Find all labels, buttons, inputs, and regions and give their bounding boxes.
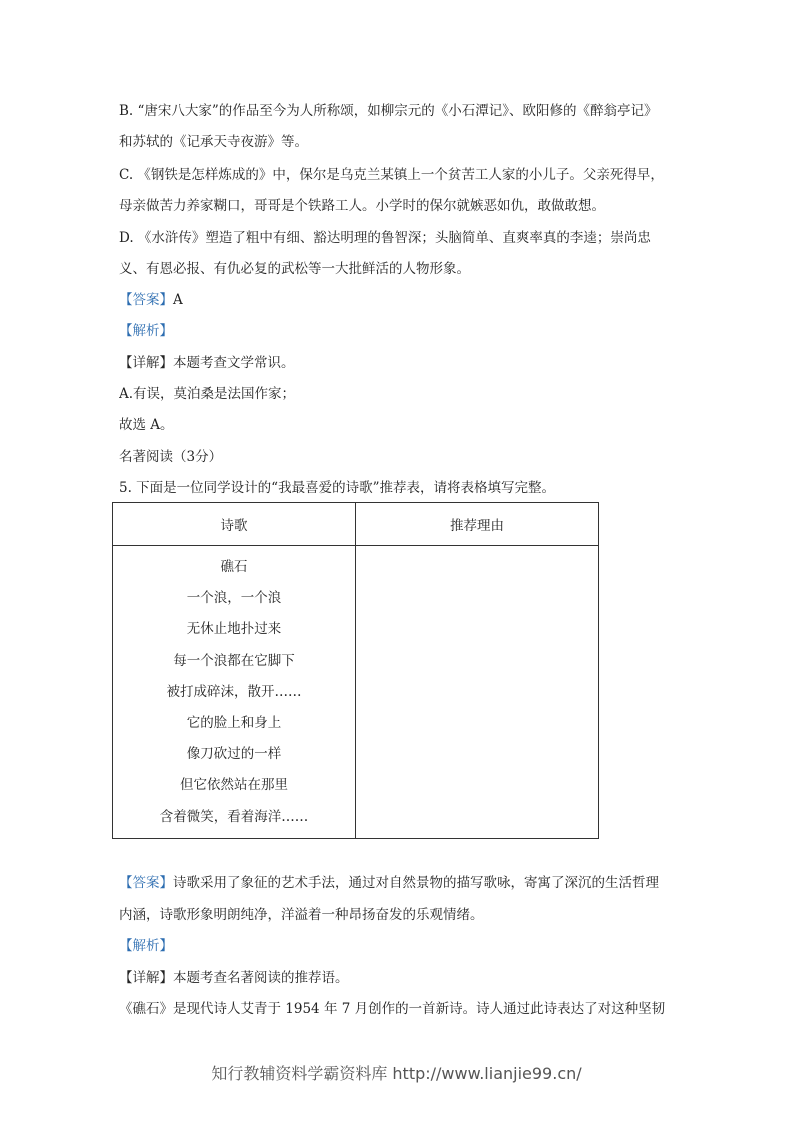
- poem-line: 礁石: [220, 559, 248, 575]
- poem-line: 无休止地扑过来: [186, 621, 282, 638]
- question-5: 5. 下面是一位同学设计的“我最喜爱的诗歌”推荐表，请将表格填写完整。: [119, 480, 555, 496]
- section-title: 名著阅读（3分）: [119, 449, 223, 465]
- poem-line: 它的脸上和身上: [186, 714, 282, 731]
- option-d-line-1: D. 《水浒传》塑造了粗中有细、豁达明理的鲁智深；头脑简单、直爽率真的李逵；崇尚忠: [119, 230, 651, 246]
- reason-cell[interactable]: [356, 546, 599, 839]
- poem-line: 但它依然站在那里: [180, 777, 288, 794]
- answer-text: 诗歌采用了象征的艺术手法，通过对自然景物的描写歌咏，寄寓了深沉的生活哲理: [173, 875, 659, 891]
- option-d-line-2: 义、有恩必报、有仇必复的武松等一大批鲜活的人物形象。: [119, 261, 470, 277]
- answer-2-line-1: [119, 873, 679, 893]
- option-c-line-1: C. 《钢铁是怎样炼成的》中，保尔是乌克兰某镇上一个贫苦工人家的小儿子。父亲死得早，: [119, 167, 664, 183]
- poem-line: 含着微笑，看着海洋……: [159, 808, 309, 825]
- poem-line: 一个浪，一个浪: [186, 590, 282, 607]
- analysis-1: 【解析】: [119, 323, 173, 339]
- option-b-line-2: 和苏轼的《记承天寺夜游》等。: [119, 134, 308, 150]
- answer-1: [119, 290, 679, 310]
- option-b-line-1: B. “唐宋八大家”的作品至今为人所称颂，如柳宗元的《小石潭记》、欧阳修的《醉翁亭记》: [119, 103, 658, 119]
- choose-answer: 故选 A。: [119, 417, 174, 433]
- table-header-poem: 诗歌: [113, 503, 356, 546]
- poem-line: 每一个浪都在它脚下: [173, 652, 295, 669]
- answer-tag: 【答案】: [119, 875, 173, 891]
- option-c-line-2: 母亲做苦力养家糊口，哥哥是个铁路工人。小学时的保尔就嫉恶如仇，敢做敢想。: [119, 198, 605, 214]
- table-header-reason: 推荐理由: [356, 503, 599, 546]
- answer-2-line-2: 内涵，诗歌形象明朗纯净，洋溢着一种昂扬奋发的乐观情绪。: [119, 907, 484, 923]
- answer-text: A: [173, 292, 183, 308]
- explain-1: A.有误，莫泊桑是法国作家；: [119, 386, 296, 402]
- poem-line: 被打成碎沫，散开……: [166, 683, 302, 700]
- answer-tag: 【答案】: [119, 292, 173, 308]
- recommendation-table: [112, 502, 599, 839]
- detail-1: 【详解】本题考查文学常识。: [119, 355, 295, 371]
- poem-line: 像刀砍过的一样: [186, 746, 282, 763]
- detail-2: 【详解】本题考查名著阅读的推荐语。: [119, 970, 349, 986]
- footer-watermark-link[interactable]: 知行教辅资料学霸资料库 http://www.lianjie99.cn/: [211, 1064, 582, 1083]
- analysis-2: 【解析】: [119, 938, 173, 954]
- poem-cell: [113, 546, 356, 839]
- analysis-paragraph: 《礁石》是现代诗人艾青于 1954 年 7 月创作的一首新诗。诗人通过此诗表达了对这种坚韧: [119, 1001, 666, 1017]
